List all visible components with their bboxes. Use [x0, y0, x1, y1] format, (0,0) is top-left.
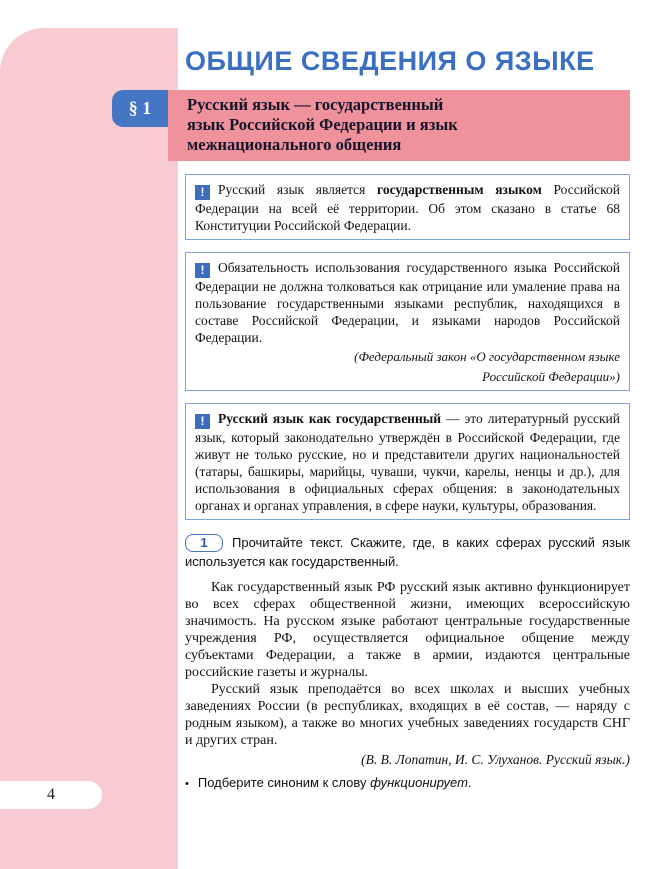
chapter-title: ОБЩИЕ СВЕДЕНИЯ О ЯЗЫКЕ — [185, 46, 595, 76]
info-box-2 — [185, 252, 630, 391]
section-heading-banner — [128, 90, 630, 161]
info-box-1 — [185, 174, 630, 240]
law-citation-line: (Федеральный закон «О государственном языке — [354, 349, 620, 365]
exclamation-icon: ! — [195, 185, 210, 200]
exercise-number-badge: 1 — [185, 534, 223, 552]
info-box-1-text: Русский язык является — [218, 182, 378, 198]
page-content — [128, 46, 630, 791]
task-bullet-line — [185, 775, 630, 790]
bullet-icon: • — [185, 778, 189, 791]
info-box-2-text: Обязательность использования государственного языка Российской Федерации не должна толковаться как отрицание или умаление права на пользование государственными языками республик, находящихся в составе Российской Федерации, и языками народов Российской Федерации. — [195, 260, 620, 346]
page-number: 4 — [47, 786, 55, 803]
section-heading-line: язык Российской Федерации и язык — [187, 115, 458, 135]
section-number-tab — [112, 90, 168, 127]
info-box-1-bold-text: государственным языком — [377, 182, 542, 198]
info-box-3-bold-text: Русский язык как государственный — [218, 410, 442, 426]
task-text: Подберите синоним к слову — [197, 775, 371, 791]
task-text: . — [467, 775, 472, 791]
section-number-label: § 1 — [128, 98, 152, 118]
info-box-3 — [185, 403, 630, 520]
info-box-1-text: Российской Федерации на всей её территории. Об этом сказано в статье 68 Конституции Российской Федерации. — [195, 182, 621, 234]
section-heading-line: межнационального общения — [187, 135, 402, 155]
body-paragraph-2: Русский язык преподаётся во всех школах и высших учебных заведениях России (в республиках, входящих в её состав, — наряду с родным языком), а также во многих учебных заведениях государств СНГ и других стран. — [185, 682, 630, 749]
law-citation-line: Российской Федерации») — [482, 368, 620, 384]
exclamation-icon: ! — [195, 414, 210, 429]
info-box-3-text: — это литературный русский язык, который законодательно утверждён в Российской Федерации, где живут не только русские, но и представители других национальностей (татары, башкиры, марийцы, чуваши, чукчи, карелы, ненцы и др.), для использования в официальных сферах общения: в законодательных органах и органах управления, в сфере науки, культуры, образования. — [195, 410, 620, 514]
authors-citation: (В. В. Лопатин, И. С. Улуханов. Русский язык.) — [361, 752, 630, 768]
body-paragraph-1: Как государственный язык РФ русский язык активно функционирует во всех сферах общественной жизни, имеющих всероссийскую значимость. На русском языке работают центральные государственные учреждения РФ, осуществляется официальное общение между субъектами Федерации, а также в армии, издаются центральные российские газеты и журналы. — [185, 579, 630, 681]
exercise-1 — [185, 534, 630, 572]
section-heading-line: Русский язык — государственный — [187, 95, 444, 114]
exclamation-icon: ! — [195, 263, 210, 278]
exercise-instruction: Прочитайте текст. Скажите, где, в каких сферах русский язык используется как государственный. — [185, 535, 630, 569]
page-number-tab — [0, 781, 102, 809]
left-margin-band — [0, 28, 178, 869]
task-italic-word: функционирует — [370, 775, 468, 791]
